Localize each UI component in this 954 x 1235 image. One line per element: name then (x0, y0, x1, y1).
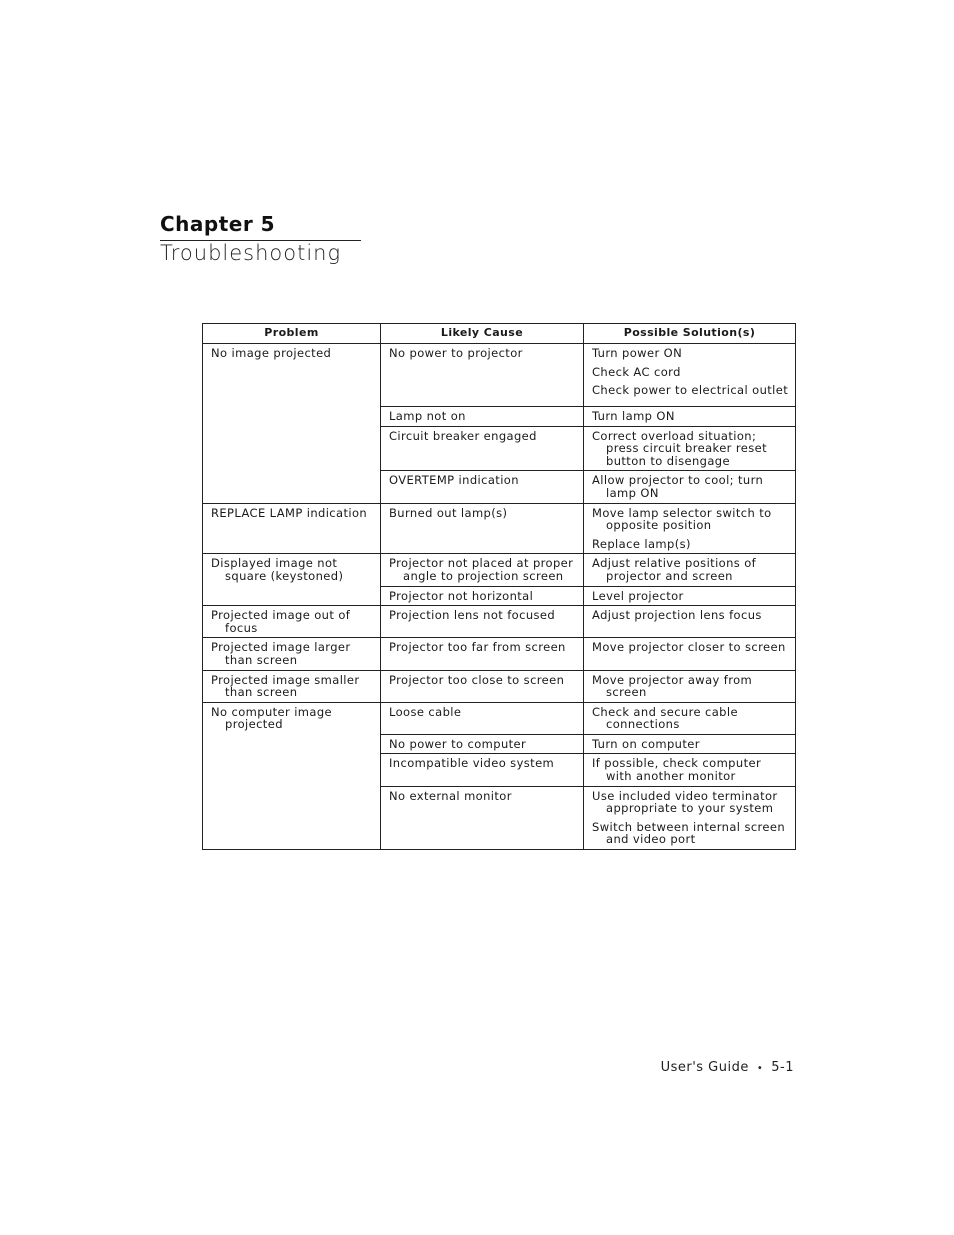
problem-cell (203, 638, 381, 670)
table-row (203, 702, 796, 734)
solution-cell (584, 606, 796, 638)
cause-cell (381, 754, 584, 786)
column-header-cause: Likely Cause (381, 324, 584, 344)
cause-text: Incompatible video system (389, 756, 555, 771)
cause-cell (381, 407, 584, 427)
cause-cell (381, 734, 584, 754)
solution-text: Check power to electrical outlet (592, 383, 789, 398)
cause-cell (381, 702, 584, 734)
problem-text: Projected image larger than screen (211, 640, 351, 667)
solution-cell (584, 344, 796, 407)
footer-page-number: 5-1 (771, 1060, 794, 1075)
chapter-title: Troubleshooting (160, 241, 342, 265)
table-row (203, 503, 796, 554)
solution-text: Correct overload situation; press circuit breaker reset button to disengage (592, 428, 767, 468)
solution-cell (584, 554, 796, 586)
problem-text: No computer image projected (211, 704, 333, 732)
cause-cell (381, 471, 584, 503)
problem-text: Projected image smaller than screen (211, 672, 360, 700)
problem-cell (203, 702, 381, 849)
cause-text: No power to computer (389, 736, 527, 751)
solution-text: Turn power ON (592, 346, 683, 360)
solution-cell (584, 786, 796, 849)
solution-cell (584, 586, 796, 606)
table-row (203, 606, 796, 638)
troubleshooting-table (202, 323, 796, 850)
cause-text: Burned out lamp(s) (389, 505, 508, 520)
solution-text: Check and secure cable connections (592, 704, 738, 732)
solution-cell (584, 670, 796, 702)
cause-text: Projector not horizontal (389, 588, 534, 603)
cause-cell (381, 503, 584, 554)
cause-text: Projector too close to screen (389, 672, 565, 687)
cause-text: Projection lens not focused (389, 608, 556, 623)
solution-text: Replace lamp(s) (592, 536, 691, 551)
solution-cell (584, 426, 796, 471)
solution-text: Check AC cord (592, 364, 681, 379)
solution-cell (584, 702, 796, 734)
solution-text: Move projector away from screen (592, 672, 753, 700)
solution-text: Move projector closer to screen (592, 640, 786, 655)
solution-cell (584, 407, 796, 427)
cause-text: Projector not placed at proper angle to projection screen (389, 556, 574, 583)
chapter-label: Chapter 5 (160, 212, 276, 236)
footer-guide-title: User's Guide (660, 1060, 749, 1075)
solution-text: Switch between internal screen and video port (592, 819, 786, 847)
table-row (203, 344, 796, 407)
solution-text: Level projector (592, 588, 684, 603)
cause-text: No external monitor (389, 788, 512, 803)
cause-cell (381, 638, 584, 670)
cause-cell (381, 554, 584, 586)
column-header-solution: Possible Solution(s) (584, 324, 796, 344)
cause-text: OVERTEMP indication (389, 473, 519, 488)
problem-text: No image projected (211, 346, 332, 360)
table-header-row (203, 324, 796, 344)
page-footer (661, 1060, 794, 1075)
cause-text: Circuit breaker engaged (389, 428, 537, 443)
column-header-problem: Problem (203, 324, 381, 344)
cause-cell (381, 426, 584, 471)
problem-text: Displayed image not square (keystoned) (211, 556, 344, 583)
table-row (203, 638, 796, 670)
solution-cell (584, 503, 796, 554)
footer-bullet-icon: • (756, 1063, 764, 1074)
cause-cell (381, 670, 584, 702)
solution-cell (584, 471, 796, 503)
cause-text: Loose cable (389, 704, 462, 719)
cause-cell (381, 606, 584, 638)
problem-cell (203, 554, 381, 606)
solution-text: Adjust relative positions of projector and screen (592, 556, 757, 583)
problem-text: REPLACE LAMP indication (211, 505, 368, 520)
table-row (203, 554, 796, 586)
problem-cell (203, 503, 381, 554)
solution-text: Adjust projection lens focus (592, 608, 762, 623)
solution-cell (584, 638, 796, 670)
cause-cell (381, 786, 584, 849)
problem-cell (203, 606, 381, 638)
table-row (203, 670, 796, 702)
cause-text: Projector too far from screen (389, 640, 566, 655)
solution-text: Turn on computer (592, 736, 700, 751)
solution-cell (584, 734, 796, 754)
cause-cell (381, 586, 584, 606)
solution-cell (584, 754, 796, 786)
solution-text: Move lamp selector switch to opposite position (592, 505, 772, 533)
solution-text: Allow projector to cool; turn lamp ON (592, 473, 764, 500)
problem-text: Projected image out of focus (211, 608, 351, 635)
solution-text: Turn lamp ON (592, 409, 675, 423)
solution-text: If possible, check computer with another monitor (592, 756, 762, 784)
problem-cell (203, 670, 381, 702)
problem-cell (203, 344, 381, 504)
cause-cell (381, 344, 584, 407)
cause-text: No power to projector (389, 346, 523, 360)
solution-text: Use included video terminator appropriate to your system (592, 788, 778, 816)
cause-text: Lamp not on (389, 409, 466, 423)
